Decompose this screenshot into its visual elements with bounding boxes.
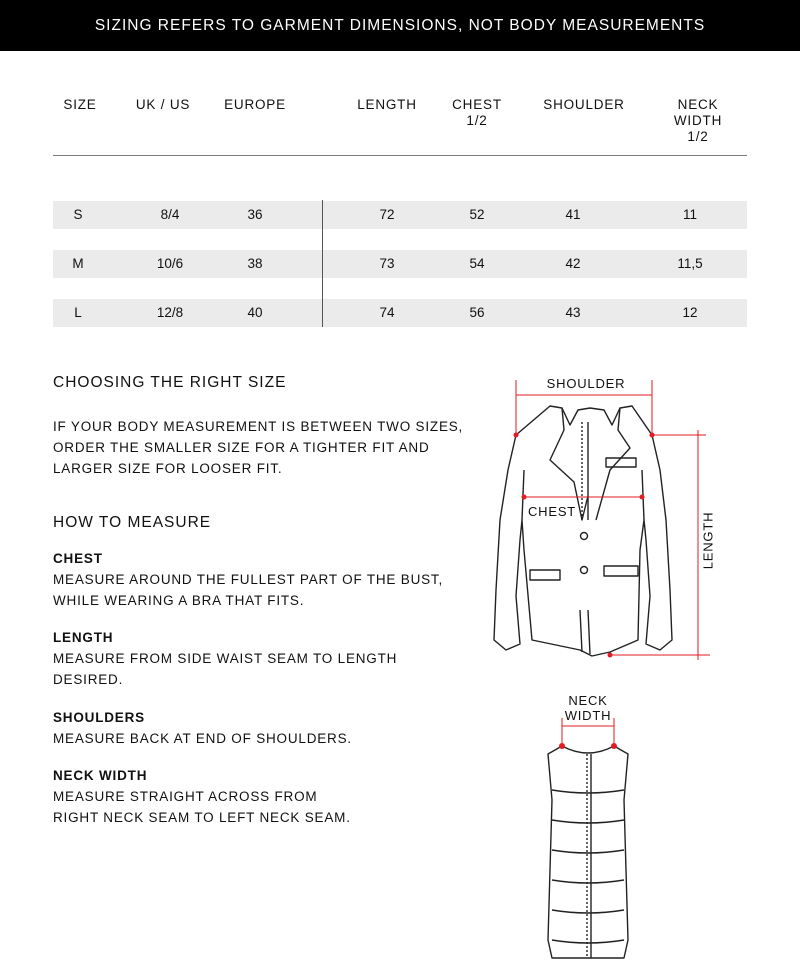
length-heading: LENGTH xyxy=(53,630,114,645)
table-row xyxy=(53,299,747,327)
header-neck-width: NECK WIDTH 1/2 xyxy=(673,97,723,144)
table-cell: 42 xyxy=(565,256,581,271)
table-cell: 11,5 xyxy=(677,256,703,271)
table-row xyxy=(53,250,747,278)
choosing-text: IF YOUR BODY MEASUREMENT IS BETWEEN TWO SIZES, ORDER THE SMALLER SIZE FOR A TIGHTER FIT AND LARGER SIZE FOR LOOSER FIT. xyxy=(53,419,464,476)
table-cell: 41 xyxy=(565,207,581,222)
table-cell: 10/6 xyxy=(156,256,184,271)
table-cell: 11 xyxy=(682,207,698,222)
header-europe: EUROPE xyxy=(224,97,286,112)
table-cell: 38 xyxy=(247,256,263,271)
table-cell: 54 xyxy=(469,256,485,271)
header-chest: CHEST 1/2 xyxy=(452,97,502,128)
length-text: MEASURE FROM SIDE WAIST SEAM TO LENGTH DESIRED. xyxy=(53,651,398,687)
jacket-diagram xyxy=(470,370,720,670)
length-label: LENGTH xyxy=(700,511,716,570)
table-cell: 74 xyxy=(379,305,395,320)
table-cell: 56 xyxy=(469,305,485,320)
banner-text: SIZING REFERS TO GARMENT DIMENSIONS, NOT BODY MEASUREMENTS xyxy=(94,16,706,34)
header-divider xyxy=(53,155,747,156)
vest-diagram xyxy=(530,690,640,970)
chest-heading: CHEST xyxy=(53,551,103,566)
table-cell: 72 xyxy=(379,207,395,222)
table-cell: 12 xyxy=(682,305,698,320)
table-cell: 36 xyxy=(247,207,263,222)
neck-width-label: NECK WIDTH xyxy=(564,693,612,723)
header-size: SIZE xyxy=(63,97,97,112)
shoulder-label: SHOULDER xyxy=(546,376,626,391)
table-cell: 43 xyxy=(565,305,581,320)
header-length: LENGTH xyxy=(357,97,417,112)
shoulders-text: MEASURE BACK AT END OF SHOULDERS. xyxy=(53,731,352,746)
chest-label: CHEST xyxy=(527,504,577,519)
table-column-divider xyxy=(322,200,323,327)
table-cell: S xyxy=(73,207,83,222)
table-cell: 8/4 xyxy=(160,207,180,222)
table-row xyxy=(53,201,747,229)
choosing-title: CHOOSING THE RIGHT SIZE xyxy=(53,374,287,391)
table-cell: M xyxy=(72,256,84,271)
table-cell: 12/8 xyxy=(156,305,184,320)
table-cell: 52 xyxy=(469,207,485,222)
table-cell: 40 xyxy=(247,305,263,320)
header-uk-us: UK / US xyxy=(135,97,191,112)
chest-text: MEASURE AROUND THE FULLEST PART OF THE BUST, WHILE WEARING A BRA THAT FITS. xyxy=(53,572,444,608)
neck-width-heading: NECK WIDTH xyxy=(53,768,148,783)
table-cell: 73 xyxy=(379,256,395,271)
top-banner xyxy=(0,0,800,51)
neck-width-text: MEASURE STRAIGHT ACROSS FROM RIGHT NECK SEAM TO LEFT NECK SEAM. xyxy=(53,789,351,825)
shoulders-heading: SHOULDERS xyxy=(53,710,145,725)
how-title: HOW TO MEASURE xyxy=(53,514,212,531)
table-cell: L xyxy=(74,305,82,320)
header-shoulder: SHOULDER xyxy=(543,97,625,112)
